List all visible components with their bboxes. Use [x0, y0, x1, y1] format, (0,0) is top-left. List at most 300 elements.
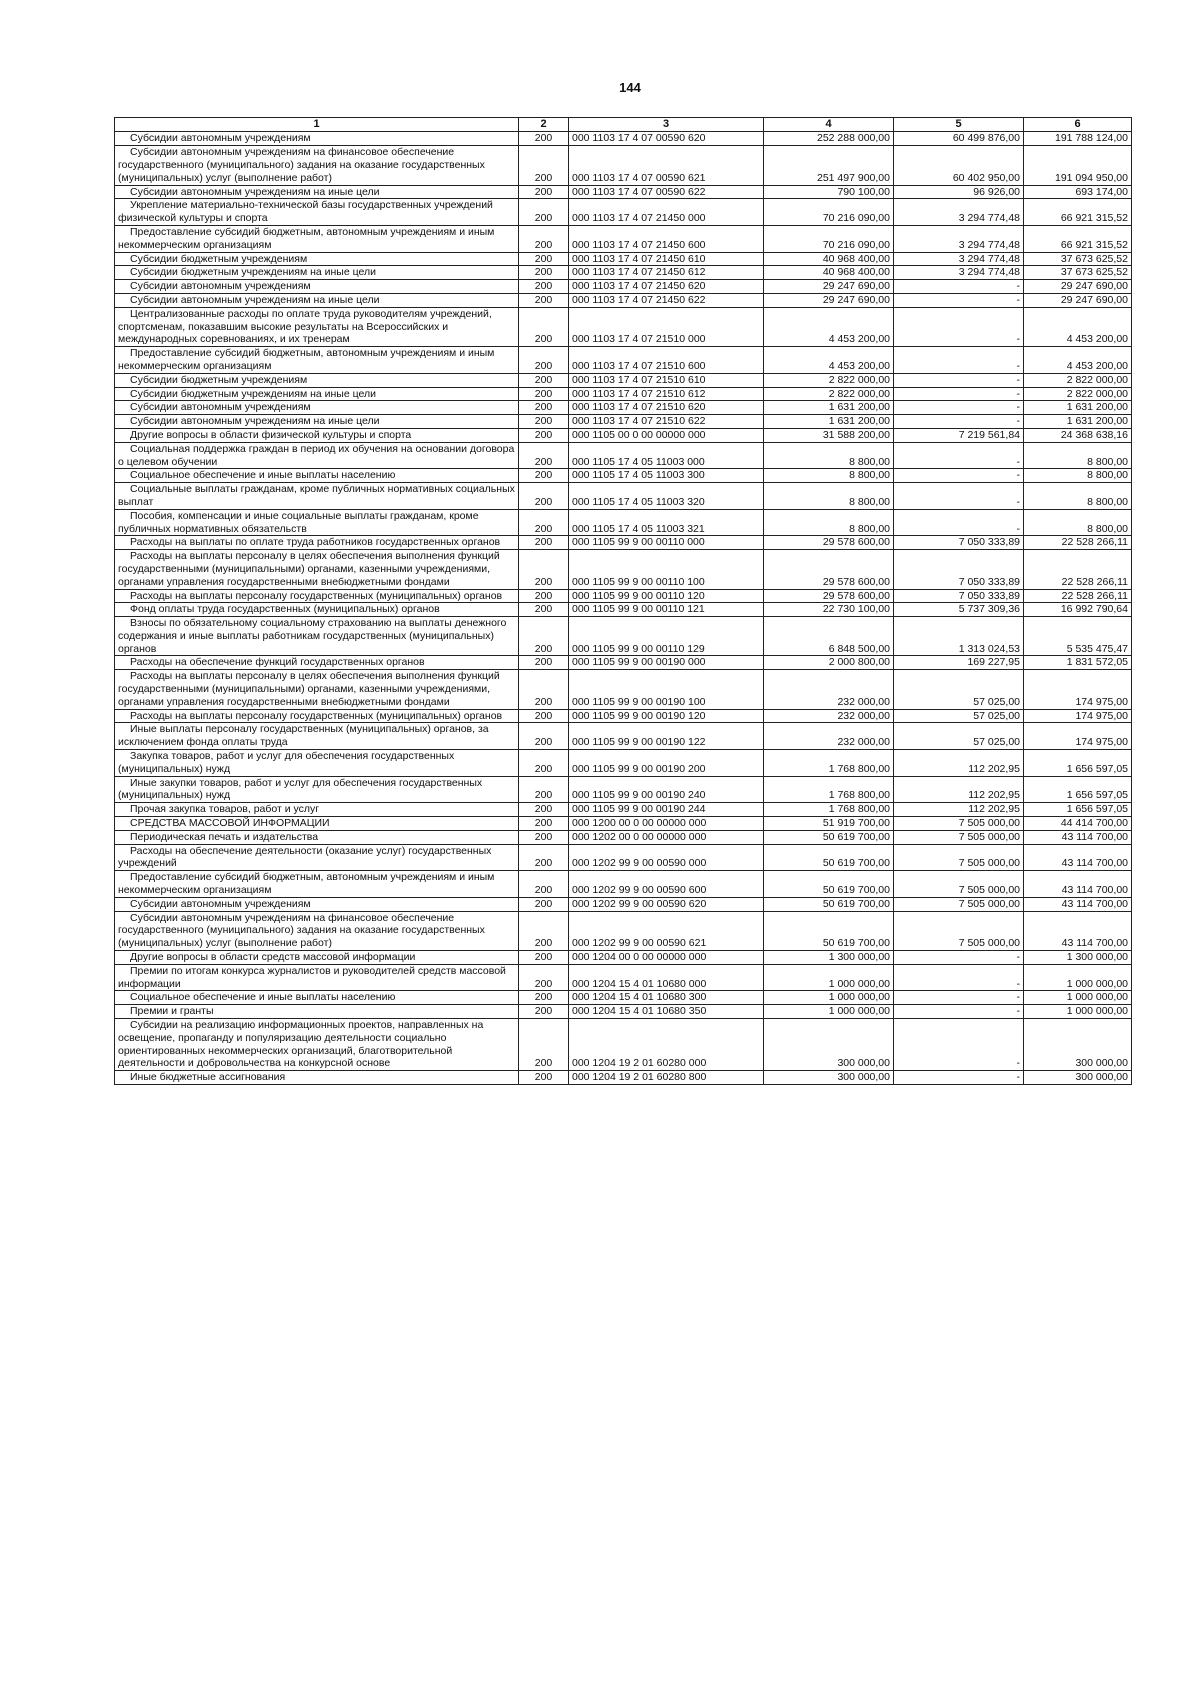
row-executed-amount: 96 926,00 [894, 185, 1024, 199]
row-name: Предоставление субсидий бюджетным, автономным учреждениям и иным некоммерческим организациям [115, 347, 519, 374]
row-admin-code: 200 [519, 550, 569, 589]
row-executed-amount: 7 050 333,89 [894, 550, 1024, 589]
row-remaining-amount: 1 656 597,05 [1024, 776, 1132, 803]
row-plan-amount: 1 000 000,00 [764, 1005, 894, 1019]
row-remaining-amount: 693 174,00 [1024, 185, 1132, 199]
row-classification-code: 000 1204 15 4 01 10680 300 [569, 991, 764, 1005]
table-row [115, 750, 1132, 777]
row-classification-code: 000 1105 99 9 00 00110 129 [569, 617, 764, 656]
row-plan-amount: 50 619 700,00 [764, 844, 894, 871]
row-remaining-amount: 5 535 475,47 [1024, 617, 1132, 656]
row-plan-amount: 1 000 000,00 [764, 964, 894, 991]
row-executed-amount: - [894, 1005, 1024, 1019]
row-classification-code: 000 1103 17 4 07 21450 620 [569, 280, 764, 294]
row-name: Фонд оплаты труда государственных (муниципальных) органов [115, 603, 519, 617]
row-admin-code: 200 [519, 509, 569, 536]
table-row [115, 1005, 1132, 1019]
row-executed-amount: 112 202,95 [894, 776, 1024, 803]
row-remaining-amount: 22 528 266,11 [1024, 589, 1132, 603]
row-classification-code: 000 1103 17 4 07 21450 600 [569, 225, 764, 252]
row-classification-code: 000 1105 99 9 00 00110 120 [569, 589, 764, 603]
table-row [115, 387, 1132, 401]
row-plan-amount: 29 247 690,00 [764, 293, 894, 307]
row-classification-code: 000 1202 00 0 00 00000 000 [569, 830, 764, 844]
row-executed-amount: 57 025,00 [894, 723, 1024, 750]
row-admin-code: 200 [519, 293, 569, 307]
table-row [115, 280, 1132, 294]
row-executed-amount: - [894, 951, 1024, 965]
row-admin-code: 200 [519, 536, 569, 550]
row-plan-amount: 40 968 400,00 [764, 266, 894, 280]
row-remaining-amount: 1 831 572,05 [1024, 656, 1132, 670]
row-classification-code: 000 1103 17 4 07 21510 610 [569, 373, 764, 387]
table-row [115, 951, 1132, 965]
table-row [115, 991, 1132, 1005]
table-row [115, 536, 1132, 550]
row-executed-amount: 7 219 561,84 [894, 428, 1024, 442]
column-header-3: 3 [569, 118, 764, 132]
table-row [115, 373, 1132, 387]
row-plan-amount: 1 768 800,00 [764, 776, 894, 803]
row-executed-amount: - [894, 509, 1024, 536]
table-row [115, 185, 1132, 199]
row-admin-code: 200 [519, 817, 569, 831]
table-row [115, 266, 1132, 280]
row-admin-code: 200 [519, 280, 569, 294]
row-classification-code: 000 1204 19 2 01 60280 800 [569, 1071, 764, 1085]
row-name: Субсидии бюджетным учреждениям [115, 252, 519, 266]
row-executed-amount: - [894, 469, 1024, 483]
row-plan-amount: 252 288 000,00 [764, 132, 894, 146]
row-classification-code: 000 1105 99 9 00 00190 122 [569, 723, 764, 750]
row-name: Социальные выплаты гражданам, кроме публичных нормативных социальных выплат [115, 483, 519, 510]
row-classification-code: 000 1103 17 4 07 21510 600 [569, 347, 764, 374]
row-classification-code: 000 1105 99 9 00 00190 000 [569, 656, 764, 670]
table-row [115, 1019, 1132, 1071]
row-remaining-amount: 4 453 200,00 [1024, 347, 1132, 374]
row-remaining-amount: 43 114 700,00 [1024, 911, 1132, 950]
row-executed-amount: - [894, 991, 1024, 1005]
row-admin-code: 200 [519, 146, 569, 185]
row-remaining-amount: 2 822 000,00 [1024, 373, 1132, 387]
row-executed-amount: 7 505 000,00 [894, 911, 1024, 950]
column-header-1: 1 [115, 118, 519, 132]
table-row [115, 550, 1132, 589]
row-classification-code: 000 1202 99 9 00 00590 600 [569, 871, 764, 898]
row-admin-code: 200 [519, 709, 569, 723]
row-admin-code: 200 [519, 656, 569, 670]
table-row [115, 803, 1132, 817]
row-remaining-amount: 37 673 625,52 [1024, 266, 1132, 280]
row-classification-code: 000 1103 17 4 07 21450 612 [569, 266, 764, 280]
row-plan-amount: 8 800,00 [764, 483, 894, 510]
table-body [115, 132, 1132, 1085]
row-executed-amount: 169 227,95 [894, 656, 1024, 670]
row-admin-code: 200 [519, 830, 569, 844]
row-classification-code: 000 1105 99 9 00 00190 120 [569, 709, 764, 723]
row-admin-code: 200 [519, 670, 569, 709]
column-header-6: 6 [1024, 118, 1132, 132]
row-classification-code: 000 1103 17 4 07 00590 622 [569, 185, 764, 199]
row-remaining-amount: 174 975,00 [1024, 709, 1132, 723]
row-plan-amount: 790 100,00 [764, 185, 894, 199]
row-classification-code: 000 1105 00 0 00 00000 000 [569, 428, 764, 442]
row-remaining-amount: 22 528 266,11 [1024, 536, 1132, 550]
row-name: Субсидии автономным учреждениям [115, 401, 519, 415]
row-plan-amount: 29 578 600,00 [764, 550, 894, 589]
row-name: Закупка товаров, работ и услуг для обеспечения государственных (муниципальных) нужд [115, 750, 519, 777]
table-row [115, 589, 1132, 603]
row-admin-code: 200 [519, 347, 569, 374]
row-name: Расходы на выплаты по оплате труда работников государственных органов [115, 536, 519, 550]
row-executed-amount: 112 202,95 [894, 750, 1024, 777]
table-row [115, 603, 1132, 617]
row-admin-code: 200 [519, 307, 569, 346]
row-remaining-amount: 300 000,00 [1024, 1071, 1132, 1085]
row-admin-code: 200 [519, 1019, 569, 1071]
row-executed-amount: - [894, 401, 1024, 415]
column-number-row [115, 118, 1132, 132]
row-admin-code: 200 [519, 991, 569, 1005]
table-row [115, 307, 1132, 346]
table-row [115, 1071, 1132, 1085]
row-name: Субсидии автономным учреждениям [115, 132, 519, 146]
row-name: Другие вопросы в области физической культуры и спорта [115, 428, 519, 442]
row-executed-amount: 60 499 876,00 [894, 132, 1024, 146]
row-executed-amount: 7 505 000,00 [894, 817, 1024, 831]
budget-table [114, 117, 1132, 1085]
row-plan-amount: 1 631 200,00 [764, 415, 894, 429]
row-name: Централизованные расходы по оплате труда руководителям учреждений, спортсменам, показавшим высокие результаты на Всероссийских и международных соревнованиях, и их тренерам [115, 307, 519, 346]
row-executed-amount: 57 025,00 [894, 709, 1024, 723]
row-classification-code: 000 1105 99 9 00 00190 240 [569, 776, 764, 803]
table-row [115, 442, 1132, 469]
row-remaining-amount: 1 656 597,05 [1024, 750, 1132, 777]
row-plan-amount: 40 968 400,00 [764, 252, 894, 266]
table-row [115, 199, 1132, 226]
row-plan-amount: 8 800,00 [764, 442, 894, 469]
row-name: Иные выплаты персоналу государственных (муниципальных) органов, за исключением фонда оплаты труда [115, 723, 519, 750]
row-plan-amount: 4 453 200,00 [764, 307, 894, 346]
row-name: Субсидии бюджетным учреждениям [115, 373, 519, 387]
row-remaining-amount: 191 094 950,00 [1024, 146, 1132, 185]
row-plan-amount: 50 619 700,00 [764, 871, 894, 898]
row-executed-amount: - [894, 1019, 1024, 1071]
row-executed-amount: - [894, 964, 1024, 991]
table-row [115, 293, 1132, 307]
row-name: Субсидии автономным учреждениям [115, 280, 519, 294]
row-plan-amount: 31 588 200,00 [764, 428, 894, 442]
row-executed-amount: - [894, 307, 1024, 346]
row-admin-code: 200 [519, 442, 569, 469]
row-remaining-amount: 1 000 000,00 [1024, 964, 1132, 991]
row-executed-amount: 3 294 774,48 [894, 225, 1024, 252]
row-classification-code: 000 1105 99 9 00 00190 244 [569, 803, 764, 817]
row-admin-code: 200 [519, 871, 569, 898]
row-name: Премии и гранты [115, 1005, 519, 1019]
table-row [115, 252, 1132, 266]
row-plan-amount: 50 619 700,00 [764, 897, 894, 911]
row-remaining-amount: 24 368 638,16 [1024, 428, 1132, 442]
row-executed-amount: 1 313 024,53 [894, 617, 1024, 656]
table-row [115, 709, 1132, 723]
row-plan-amount: 1 631 200,00 [764, 401, 894, 415]
row-admin-code: 200 [519, 964, 569, 991]
row-plan-amount: 50 619 700,00 [764, 911, 894, 950]
row-executed-amount: - [894, 373, 1024, 387]
row-admin-code: 200 [519, 373, 569, 387]
row-plan-amount: 2 822 000,00 [764, 387, 894, 401]
row-remaining-amount: 66 921 315,52 [1024, 199, 1132, 226]
row-name: Пособия, компенсации и иные социальные выплаты гражданам, кроме публичных нормативных обязательств [115, 509, 519, 536]
row-admin-code: 200 [519, 483, 569, 510]
row-admin-code: 200 [519, 617, 569, 656]
row-remaining-amount: 1 000 000,00 [1024, 1005, 1132, 1019]
row-name: Предоставление субсидий бюджетным, автономным учреждениям и иным некоммерческим организациям [115, 225, 519, 252]
row-plan-amount: 6 848 500,00 [764, 617, 894, 656]
row-executed-amount: - [894, 442, 1024, 469]
row-name: Расходы на выплаты персоналу в целях обеспечения выполнения функций государственными (муниципальными) органами, казенными учреждениями, органами управления государственными внебюджетными фондами [115, 550, 519, 589]
row-classification-code: 000 1204 00 0 00 00000 000 [569, 951, 764, 965]
row-admin-code: 200 [519, 803, 569, 817]
row-remaining-amount: 43 114 700,00 [1024, 897, 1132, 911]
row-classification-code: 000 1204 19 2 01 60280 000 [569, 1019, 764, 1071]
row-name: СРЕДСТВА МАССОВОЙ ИНФОРМАЦИИ [115, 817, 519, 831]
row-plan-amount: 4 453 200,00 [764, 347, 894, 374]
row-plan-amount: 70 216 090,00 [764, 225, 894, 252]
row-classification-code: 000 1103 17 4 07 21510 612 [569, 387, 764, 401]
row-name: Субсидии автономным учреждениям на финансовое обеспечение государственного (муниципального) задания на оказание государственных (муниципальных) услуг (выполнение работ) [115, 146, 519, 185]
row-admin-code: 200 [519, 911, 569, 950]
row-executed-amount: - [894, 347, 1024, 374]
row-plan-amount: 8 800,00 [764, 509, 894, 536]
row-plan-amount: 232 000,00 [764, 670, 894, 709]
row-remaining-amount: 2 822 000,00 [1024, 387, 1132, 401]
table-row [115, 225, 1132, 252]
row-plan-amount: 2 000 800,00 [764, 656, 894, 670]
page-number: 144 [619, 80, 641, 95]
table-row [115, 428, 1132, 442]
table-row [115, 844, 1132, 871]
table-row [115, 897, 1132, 911]
row-admin-code: 200 [519, 252, 569, 266]
row-name: Субсидии автономным учреждениям на финансовое обеспечение государственного (муниципального) задания на оказание государственных (муниципальных) услуг (выполнение работ) [115, 911, 519, 950]
table-row [115, 483, 1132, 510]
row-classification-code: 000 1105 99 9 00 00110 100 [569, 550, 764, 589]
table-row [115, 964, 1132, 991]
table-row [115, 776, 1132, 803]
row-name: Субсидии на реализацию информационных проектов, направленных на освещение, пропаганду и популяризацию деятельности социально ориентированных некоммерческих организаций, благотворительной деятельности и добровольчества на конкурсной основе [115, 1019, 519, 1071]
row-admin-code: 200 [519, 589, 569, 603]
row-remaining-amount: 174 975,00 [1024, 723, 1132, 750]
row-remaining-amount: 191 788 124,00 [1024, 132, 1132, 146]
row-plan-amount: 1 000 000,00 [764, 991, 894, 1005]
row-classification-code: 000 1105 17 4 05 11003 321 [569, 509, 764, 536]
row-remaining-amount: 43 114 700,00 [1024, 830, 1132, 844]
row-classification-code: 000 1202 99 9 00 00590 620 [569, 897, 764, 911]
row-plan-amount: 251 497 900,00 [764, 146, 894, 185]
row-executed-amount: - [894, 293, 1024, 307]
row-name: Субсидии бюджетным учреждениям на иные цели [115, 266, 519, 280]
column-header-2: 2 [519, 118, 569, 132]
column-header-4: 4 [764, 118, 894, 132]
row-plan-amount: 51 919 700,00 [764, 817, 894, 831]
row-remaining-amount: 8 800,00 [1024, 509, 1132, 536]
row-classification-code: 000 1204 15 4 01 10680 350 [569, 1005, 764, 1019]
row-executed-amount: 57 025,00 [894, 670, 1024, 709]
row-admin-code: 200 [519, 185, 569, 199]
row-plan-amount: 300 000,00 [764, 1071, 894, 1085]
table-row [115, 347, 1132, 374]
row-admin-code: 200 [519, 951, 569, 965]
row-executed-amount: - [894, 415, 1024, 429]
row-classification-code: 000 1103 17 4 07 21510 622 [569, 415, 764, 429]
row-remaining-amount: 37 673 625,52 [1024, 252, 1132, 266]
row-remaining-amount: 1 631 200,00 [1024, 415, 1132, 429]
row-name: Расходы на выплаты персоналу в целях обеспечения выполнения функций государственными (муниципальными) органами, казенными учреждениями, органами управления государственными внебюджетными фондами [115, 670, 519, 709]
row-executed-amount: 5 737 309,36 [894, 603, 1024, 617]
row-remaining-amount: 8 800,00 [1024, 469, 1132, 483]
row-name: Субсидии бюджетным учреждениям на иные цели [115, 387, 519, 401]
row-name: Социальное обеспечение и иные выплаты населению [115, 469, 519, 483]
row-executed-amount: - [894, 387, 1024, 401]
row-executed-amount: 7 050 333,89 [894, 536, 1024, 550]
row-admin-code: 200 [519, 469, 569, 483]
row-remaining-amount: 22 528 266,11 [1024, 550, 1132, 589]
row-plan-amount: 29 247 690,00 [764, 280, 894, 294]
row-name: Укрепление материально-технической базы государственных учреждений физической культуры и спорта [115, 199, 519, 226]
row-remaining-amount: 4 453 200,00 [1024, 307, 1132, 346]
table-row [115, 401, 1132, 415]
row-remaining-amount: 8 800,00 [1024, 442, 1132, 469]
row-remaining-amount: 1 631 200,00 [1024, 401, 1132, 415]
row-executed-amount: 112 202,95 [894, 803, 1024, 817]
row-name: Расходы на обеспечение деятельности (оказание услуг) государственных учреждений [115, 844, 519, 871]
row-name: Прочая закупка товаров, работ и услуг [115, 803, 519, 817]
row-executed-amount: 7 505 000,00 [894, 897, 1024, 911]
row-admin-code: 200 [519, 776, 569, 803]
row-executed-amount: 7 505 000,00 [894, 844, 1024, 871]
row-remaining-amount: 44 414 700,00 [1024, 817, 1132, 831]
row-name: Расходы на выплаты персоналу государственных (муниципальных) органов [115, 589, 519, 603]
row-plan-amount: 1 300 000,00 [764, 951, 894, 965]
row-plan-amount: 232 000,00 [764, 723, 894, 750]
row-executed-amount: 3 294 774,48 [894, 252, 1024, 266]
row-name: Предоставление субсидий бюджетным, автономным учреждениям и иным некоммерческим организациям [115, 871, 519, 898]
row-name: Социальное обеспечение и иные выплаты населению [115, 991, 519, 1005]
row-name: Премии по итогам конкурса журналистов и руководителей средств массовой информации [115, 964, 519, 991]
row-name: Иные бюджетные ассигнования [115, 1071, 519, 1085]
row-plan-amount: 300 000,00 [764, 1019, 894, 1071]
row-admin-code: 200 [519, 1071, 569, 1085]
row-remaining-amount: 300 000,00 [1024, 1019, 1132, 1071]
row-name: Расходы на обеспечение функций государственных органов [115, 656, 519, 670]
row-remaining-amount: 29 247 690,00 [1024, 293, 1132, 307]
row-admin-code: 200 [519, 897, 569, 911]
column-header-5: 5 [894, 118, 1024, 132]
row-classification-code: 000 1105 99 9 00 00190 100 [569, 670, 764, 709]
row-admin-code: 200 [519, 199, 569, 226]
row-remaining-amount: 66 921 315,52 [1024, 225, 1132, 252]
row-admin-code: 200 [519, 401, 569, 415]
table-row [115, 617, 1132, 656]
row-plan-amount: 29 578 600,00 [764, 536, 894, 550]
row-admin-code: 200 [519, 1005, 569, 1019]
row-admin-code: 200 [519, 723, 569, 750]
row-classification-code: 000 1200 00 0 00 00000 000 [569, 817, 764, 831]
row-classification-code: 000 1103 17 4 07 00590 621 [569, 146, 764, 185]
table-row [115, 670, 1132, 709]
row-plan-amount: 22 730 100,00 [764, 603, 894, 617]
row-plan-amount: 2 822 000,00 [764, 373, 894, 387]
row-executed-amount: 3 294 774,48 [894, 266, 1024, 280]
table-row [115, 871, 1132, 898]
row-admin-code: 200 [519, 750, 569, 777]
row-classification-code: 000 1202 99 9 00 00590 621 [569, 911, 764, 950]
row-remaining-amount: 16 992 790,64 [1024, 603, 1132, 617]
row-admin-code: 200 [519, 266, 569, 280]
table-row [115, 656, 1132, 670]
row-name: Субсидии автономным учреждениям на иные цели [115, 185, 519, 199]
row-name: Социальная поддержка граждан в период их обучения на основании договора о целевом обучении [115, 442, 519, 469]
row-remaining-amount: 1 300 000,00 [1024, 951, 1132, 965]
table-row [115, 817, 1132, 831]
row-executed-amount: 7 505 000,00 [894, 871, 1024, 898]
row-classification-code: 000 1105 17 4 05 11003 300 [569, 469, 764, 483]
row-plan-amount: 1 768 800,00 [764, 750, 894, 777]
table-row [115, 830, 1132, 844]
row-admin-code: 200 [519, 603, 569, 617]
row-plan-amount: 70 216 090,00 [764, 199, 894, 226]
row-name: Субсидии автономным учреждениям на иные цели [115, 293, 519, 307]
row-admin-code: 200 [519, 387, 569, 401]
row-name: Иные закупки товаров, работ и услуг для обеспечения государственных (муниципальных) нужд [115, 776, 519, 803]
row-admin-code: 200 [519, 132, 569, 146]
row-classification-code: 000 1204 15 4 01 10680 000 [569, 964, 764, 991]
table-row [115, 132, 1132, 146]
row-executed-amount: - [894, 483, 1024, 510]
row-name: Расходы на выплаты персоналу государственных (муниципальных) органов [115, 709, 519, 723]
row-executed-amount: - [894, 280, 1024, 294]
row-classification-code: 000 1202 99 9 00 00590 000 [569, 844, 764, 871]
row-plan-amount: 50 619 700,00 [764, 830, 894, 844]
row-admin-code: 200 [519, 844, 569, 871]
row-plan-amount: 1 768 800,00 [764, 803, 894, 817]
row-admin-code: 200 [519, 415, 569, 429]
row-remaining-amount: 43 114 700,00 [1024, 844, 1132, 871]
table-row [115, 146, 1132, 185]
row-classification-code: 000 1103 17 4 07 21510 000 [569, 307, 764, 346]
row-name: Субсидии автономным учреждениям на иные цели [115, 415, 519, 429]
row-executed-amount: 60 402 950,00 [894, 146, 1024, 185]
row-executed-amount: - [894, 1071, 1024, 1085]
table-row [115, 509, 1132, 536]
row-classification-code: 000 1105 99 9 00 00190 200 [569, 750, 764, 777]
row-name: Другие вопросы в области средств массовой информации [115, 951, 519, 965]
row-classification-code: 000 1103 17 4 07 21450 000 [569, 199, 764, 226]
row-classification-code: 000 1103 17 4 07 21450 610 [569, 252, 764, 266]
row-remaining-amount: 43 114 700,00 [1024, 871, 1132, 898]
row-classification-code: 000 1105 99 9 00 00110 121 [569, 603, 764, 617]
row-classification-code: 000 1105 17 4 05 11003 000 [569, 442, 764, 469]
row-plan-amount: 8 800,00 [764, 469, 894, 483]
row-plan-amount: 232 000,00 [764, 709, 894, 723]
table-row [115, 469, 1132, 483]
table-row [115, 415, 1132, 429]
table-row [115, 723, 1132, 750]
row-remaining-amount: 29 247 690,00 [1024, 280, 1132, 294]
row-name: Субсидии автономным учреждениям [115, 897, 519, 911]
